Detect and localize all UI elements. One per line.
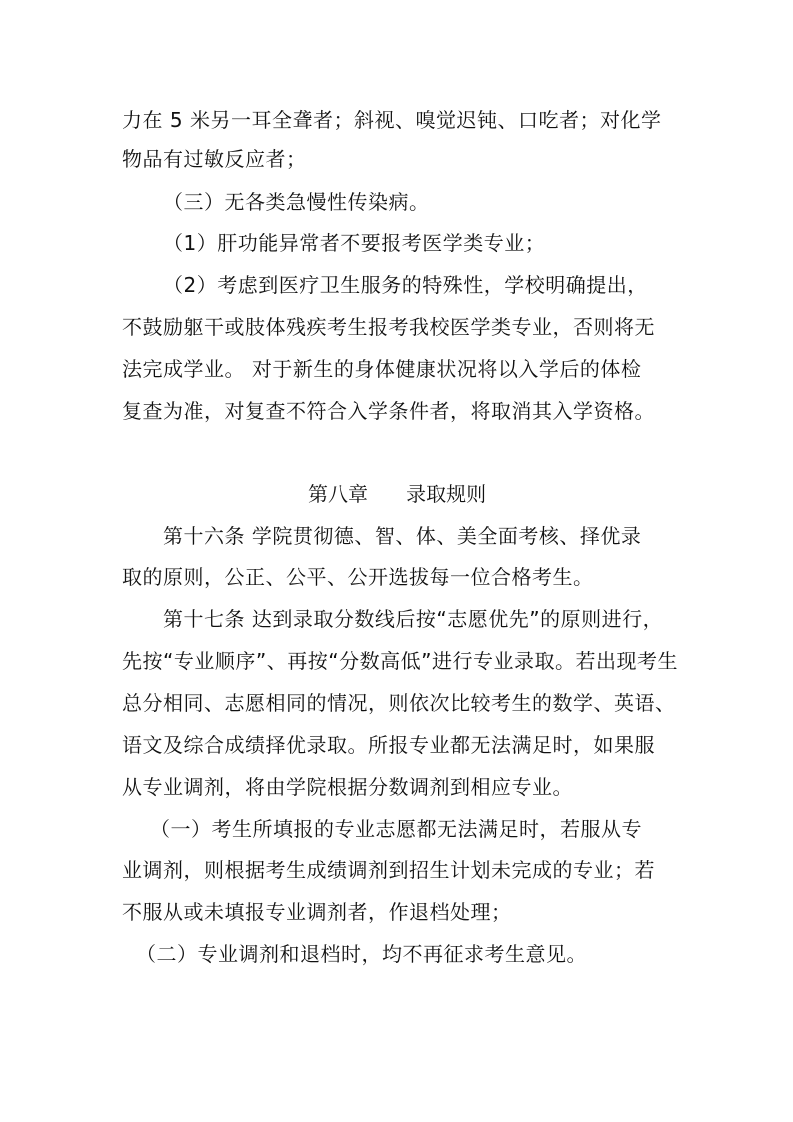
paragraph-line: 业调剂，则根据考生成绩调剂到招生计划未完成的专业；若 (122, 858, 655, 882)
paragraph-line: 语文及综合成绩择优录取。所报专业都无法满足时，如果服 (122, 733, 655, 757)
paragraph-line: 总分相同、志愿相同的情况，则依次比较考生的数学、英语、 (122, 691, 676, 715)
paragraph-line: 力在 5 米另一耳全聋者；斜视、嗅觉迟钝、口吃者；对化学 (122, 108, 662, 132)
paragraph-line: 复查为准，对复查不符合入学条件者，将取消其入学资格。 (122, 399, 655, 423)
paragraph-line: （三）无各类急慢性传染病。 (163, 190, 430, 214)
paragraph-line: （二）专业调剂和退档时，均不再征求考生意见。 (136, 942, 587, 966)
chapter-heading: 第八章 录取规则 (308, 482, 487, 506)
paragraph-line: 先按“专业顺序”、再按“分数高低”进行专业录取。若出现考生 (122, 649, 678, 673)
paragraph-line: 取的原则，公正、公平、公开选拔每一位合格考生。 (122, 565, 594, 589)
paragraph-line: （一）考生所填报的专业志愿都无法满足时，若服从专 (150, 817, 642, 841)
paragraph-line: 第十六条 学院贯彻德、智、体、美全面考核、择优录 (163, 524, 642, 548)
paragraph-line: 不服从或未填报专业调剂者，作退档处理； (122, 900, 512, 924)
paragraph-line: 物品有过敏反应者； (122, 147, 307, 171)
paragraph-line: 不鼓励躯干或肢体残疾考生报考我校医学类专业，否则将无 (122, 315, 655, 339)
paragraph-line: 第十七条 达到录取分数线后按“志愿优先”的原则进行， (163, 607, 664, 631)
paragraph-line: 法完成学业。 对于新生的身体健康状况将以入学后的体检 (122, 357, 642, 381)
paragraph-line: （2）考虑到医疗卫生服务的特殊性，学校明确提出， (163, 273, 648, 297)
paragraph-line: （1）肝功能异常者不要报考医学类专业； (163, 231, 546, 255)
paragraph-line: 从专业调剂，将由学院根据分数调剂到相应专业。 (122, 775, 573, 799)
